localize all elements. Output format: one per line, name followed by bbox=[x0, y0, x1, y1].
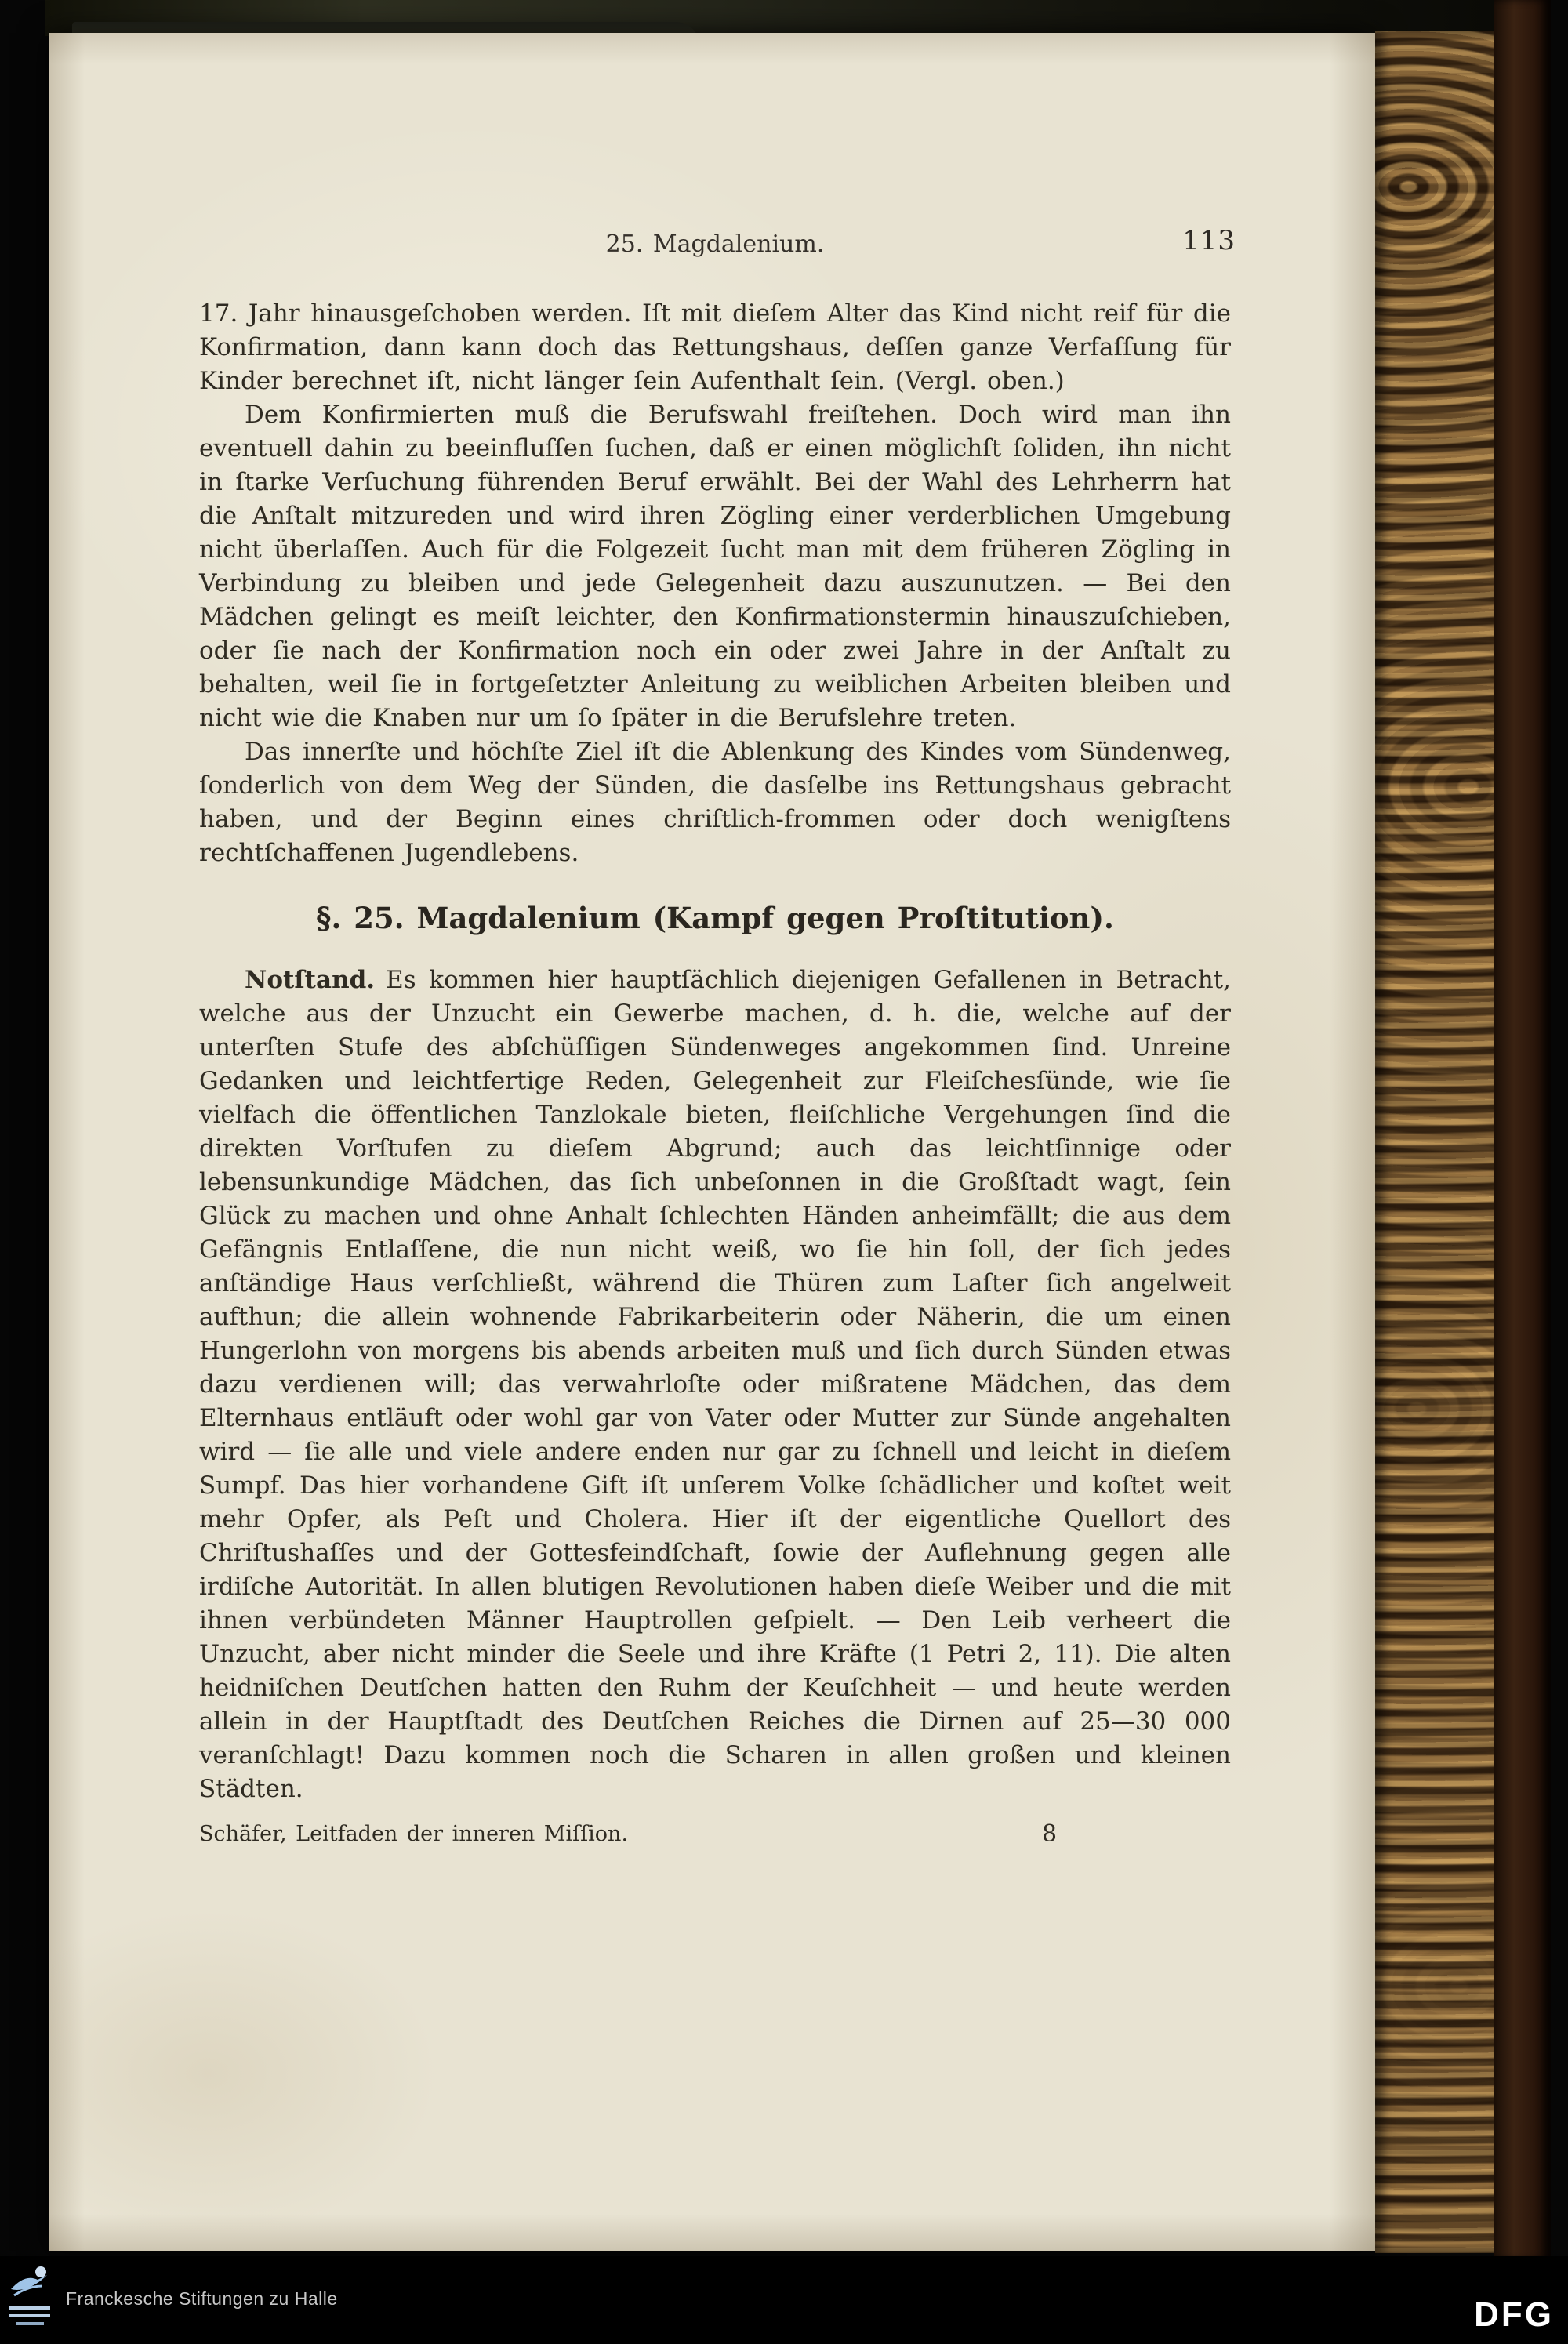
paragraph: 17. Jahr hinausgeſchoben werden. Iſt mit dieſem Alter das Kind nicht reif für die Konfirmation, dann kann doch das Rettungshaus, deſſen ganze Verfaſſung für Kinder berechnet iſt, nicht länger ſein Aufenthalt ſein. (Vergl. oben.) bbox=[199, 299, 1231, 395]
paragraph-lead-word: Notſtand. bbox=[245, 966, 376, 994]
paragraph: Dem Konfirmierten muß die Berufswahl freiſtehen. Doch wird man ihn eventuell dahin zu beeinfluſſen ſuchen, daß er einen möglichſt ſoliden, ihn nicht in ſtarke Verſuchung führenden Beruf erwählt. Bei der Wahl des Lehrherrn hat die Anſtalt mitzureden und wird ihren Zögling einer verderblichen Umgebung nicht überlaſſen. Auch für die Folgezeit ſucht man mit dem früheren Zögling in Verbindung zu bleiben und jede Gelegenheit dazu auszunutzen. — Bei den Mädchen gelingt es meiſt leichter, den Konfirmationstermin hinauszuſchieben, oder ſie nach der Konfirmation noch ein oder zwei Jahre in der Anſtalt zu behalten, weil ſie in fortgeſetzter Anleitung zu weiblichen Arbeiten bleiben und nicht wie die Knaben nur um ſo ſpäter in die Berufslehre treten. bbox=[199, 401, 1231, 732]
sheet-number: 8 bbox=[1042, 1820, 1058, 1848]
paragraph-notstand bbox=[199, 963, 1231, 1806]
book-cover-edge bbox=[1494, 0, 1551, 2259]
francke-stiftungen-logo bbox=[6, 2262, 53, 2335]
institution-brand bbox=[6, 2262, 338, 2335]
dfg-logo: DFG bbox=[1474, 2295, 1554, 2334]
marbled-fore-edge bbox=[1375, 31, 1494, 2253]
page-number: 113 bbox=[1182, 225, 1236, 256]
scanner-footer-bar bbox=[0, 2256, 1568, 2344]
section-heading: §. 25. Magdalenium (Kampf gegen Proſtitution). bbox=[316, 901, 1114, 935]
running-title: 25. Magdalenium. bbox=[605, 230, 825, 258]
paragraph-text: Es kommen hier hauptſächlich diejenigen Gefallenen in Betracht, welche aus der Unzucht ein Gewerbe machen, d. h. die, welche auf der unterſten Stufe des abſchüſſigen Sündenweges angekommen ſind. Unreine Gedanken und leichtfertige Reden, Gelegenheit zur Fleiſchesſünde, wie ſie vielfach die öffentlichen Tanzlokale bieten, fleiſchliche Vergehungen ſind die direkten Vorſtufen zu dieſem Abgrund; auch das leichtſinnige oder lebensunkundige Mädchen, das ſich unbeſonnen in die Großſtadt wagt, ſein Glück zu machen und ohne Anhalt ſchlechten Händen anheimfällt; die aus dem Gefängnis Entlaſſene, die nun nicht weiß, wo ſie hin ſoll, der ſich jedes anſtändige Haus verſchließt, während die Thüren zum Laſter ſich angelweit aufthun; die allein wohnende Fabrikarbeiterin oder Näherin, die um einen Hungerlohn von morgens bis abends arbeiten muß und ſich durch Sünden etwas dazu verdienen will; das verwahrloſte oder mißratene Mädchen, das dem Elternhaus entläuft oder wohl gar von Vater oder Mutter zur Sünde angehalten wird — ſie alle und viele andere enden nur gar zu ſchnell und leicht in dieſem Sumpf. Das hier vorhandene Gift iſt unſerem Volke ſchädlicher und koſtet weit mehr Opfer, als Peſt und Cholera. Hier iſt der eigentliche Quellort des Chriſtushaſſes und der Gottesfeindſchaft, ſowie der Auflehnung gegen alle irdiſche Autorität. In allen blutigen Revolutionen haben dieſe Weiber und die mit ihnen verbündeten Männer Hauptrollen geſpielt. — Den Leib verheert die Unzucht, aber nicht minder die Seele und ihre Kräfte (1 Petri 2, 11). Die alten heidniſchen Deutſchen hatten den Ruhm der Keuſchheit — und heute werden allein in der Hauptſtadt des Deutſchen Reiches die Dirnen auf 25—30 000 veranſchlagt! Dazu kommen noch die Scharen in allen großen und kleinen Städten. bbox=[199, 966, 1231, 1803]
signature-line: Schäfer, Leitfaden der inneren Miſſion. bbox=[199, 1822, 629, 1846]
page-header bbox=[199, 225, 1236, 261]
institution-label: Franckesche Stiftungen zu Halle bbox=[66, 2288, 338, 2309]
book-page bbox=[49, 33, 1375, 2251]
text-column bbox=[199, 225, 1236, 1851]
page-footer bbox=[199, 1817, 1231, 1851]
paragraph: Das innerſte und höchſte Ziel iſt die Ablenkung des Kindes vom Sündenweg, ſonderlich von dem Weg der Sünden, die dasſelbe ins Rettungshaus gebracht haben, und der Beginn eines chriſtlich-frommen oder doch wenigſtens rechtſchaffenen Jugendlebens. bbox=[199, 738, 1231, 867]
